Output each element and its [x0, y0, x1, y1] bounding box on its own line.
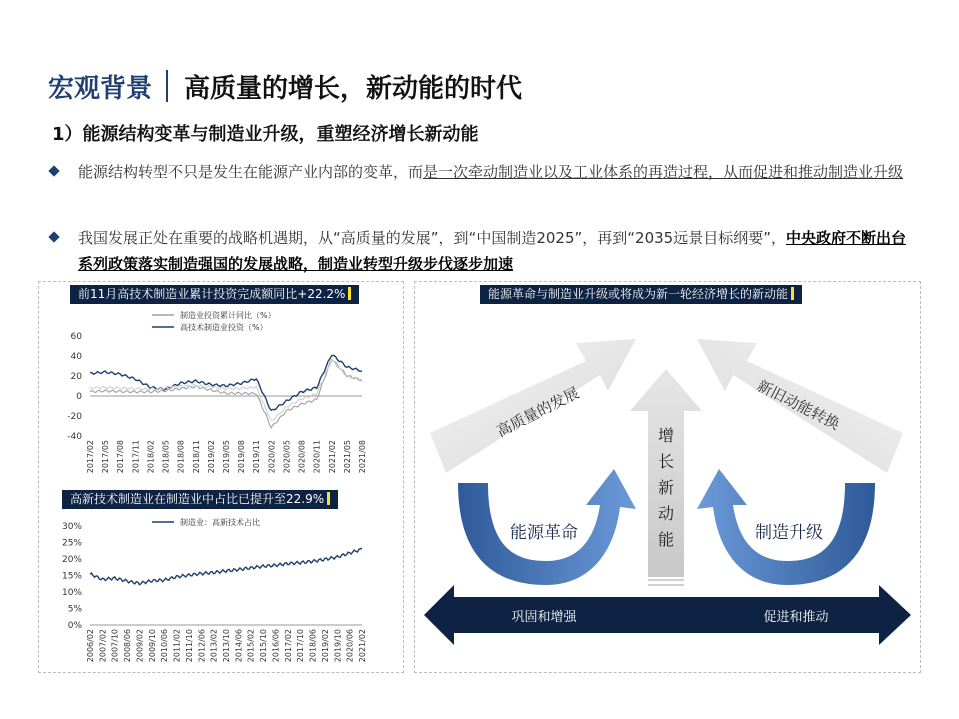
- right-u-label: 制造升级: [755, 523, 823, 543]
- bullet-point: [50, 225, 920, 277]
- x-tick-label: 2011/02: [172, 629, 182, 663]
- bottom-double-arrow: [424, 585, 911, 645]
- y-tick-label: 20: [70, 372, 82, 382]
- x-tick-label: 2010/06: [160, 629, 170, 663]
- y-tick-label: 10%: [61, 588, 82, 598]
- y-tick-label: 25%: [61, 538, 82, 549]
- x-tick-label: 2009/02: [135, 629, 145, 663]
- series-line: [90, 360, 362, 420]
- right-arrow-label: 新旧动能转换: [754, 376, 843, 434]
- x-tick-label: 2019/11: [252, 440, 262, 474]
- x-tick-label: 2016/06: [271, 629, 281, 663]
- x-tick-label: 2019/08: [237, 440, 247, 474]
- bullet-underlined-text: 是一次牵动制造业以及工业体系的再造过程，从而促进和推动制造业升级: [423, 163, 904, 181]
- x-tick-label: 2019/05: [222, 440, 231, 474]
- x-tick-label: 2018/05: [161, 440, 171, 474]
- x-tick-label: 2017/05: [101, 440, 111, 474]
- center-label-char: 能: [657, 530, 675, 549]
- x-tick-label: 2020/02: [267, 440, 277, 474]
- x-tick-label: 2020/11: [312, 440, 322, 474]
- chart1-banner-text: 前11月高技术制造业累计投资完成额同比+22.2%: [78, 287, 346, 301]
- section-label: 宏观背景: [48, 73, 153, 104]
- legend-label: 高技术制造业投资（%）: [180, 323, 268, 332]
- highlight-mark-icon: [791, 287, 794, 300]
- x-tick-label: 2018/02: [146, 440, 156, 474]
- legend-label: 制造业：高新技术占比: [180, 518, 260, 527]
- y-tick-label: 30%: [61, 522, 82, 532]
- stripe: [648, 584, 684, 586]
- chart2-banner: [62, 490, 338, 509]
- page-header: [48, 66, 522, 106]
- y-tick-label: 20%: [61, 555, 82, 565]
- stripe: [648, 579, 684, 581]
- center-label: [658, 426, 674, 549]
- page-title: 高质量的增长，新动能的时代: [184, 73, 523, 104]
- x-tick-label: 2019/10: [333, 629, 343, 663]
- center-label-char: 新: [657, 478, 675, 497]
- bullet-point: [50, 159, 920, 185]
- left-arrow-label: 高质量的发展: [493, 383, 583, 441]
- x-tick-label: 2011/10: [184, 629, 194, 663]
- x-tick-label: 2013/10: [222, 629, 231, 663]
- y-tick-label: 5%: [67, 604, 82, 615]
- center-label-char: 增: [657, 426, 675, 445]
- legend-label: 制造业投资累计同比（%）: [180, 311, 276, 320]
- section-subtitle: 1）能源结构变革与制造业升级，重塑经济增长新动能: [52, 124, 479, 145]
- x-tick-label: 2018/11: [191, 440, 201, 474]
- x-tick-label: 2012/06: [197, 629, 207, 663]
- series-line: [90, 360, 362, 428]
- header-divider: [166, 70, 168, 102]
- left-u-label: 能源革命: [510, 523, 578, 543]
- x-tick-label: 2021/05: [342, 440, 352, 474]
- bottom-left-label: 巩固和增强: [511, 610, 577, 625]
- x-tick-label: 2017/10: [296, 629, 306, 663]
- x-tick-label: 2015/02: [246, 629, 256, 663]
- x-tick-label: 2015/10: [259, 629, 269, 663]
- y-tick-label: -20: [67, 412, 82, 422]
- x-tick-label: 2014/06: [234, 629, 244, 663]
- growth-diagram: [414, 305, 919, 670]
- y-tick-label: 0: [76, 392, 82, 402]
- x-tick-label: 2019/02: [320, 629, 330, 663]
- x-tick-label: 2020/08: [297, 440, 307, 474]
- diamond-bullet-icon: [48, 165, 59, 176]
- y-tick-label: 60: [70, 332, 82, 342]
- highlight-mark-icon: [348, 287, 351, 300]
- diagram-banner-text: 能源革命与制造业升级或将成为新一轮经济增长的新动能: [488, 287, 789, 301]
- y-tick-label: 40: [70, 352, 82, 362]
- x-tick-label: 2020/05: [282, 440, 292, 474]
- x-tick-label: 2019/02: [206, 440, 216, 474]
- x-tick-label: 2017/02: [283, 629, 293, 663]
- x-tick-label: 2008/06: [123, 629, 133, 663]
- chart2-banner-text: 高新技术制造业在制造业中占比已提升至22.9%: [70, 492, 325, 506]
- x-tick-label: 2007/10: [110, 629, 120, 663]
- series-line: [90, 548, 362, 584]
- chart1-banner: [70, 285, 359, 304]
- x-tick-label: 2017/11: [131, 440, 141, 474]
- x-tick-label: 2017/08: [116, 440, 126, 474]
- x-tick-label: 2020/06: [345, 629, 355, 663]
- chart2: [40, 510, 400, 670]
- x-tick-label: 2018/08: [176, 440, 186, 474]
- x-tick-label: 2017/02: [86, 440, 95, 474]
- x-tick-label: 2007/02: [98, 629, 108, 663]
- chart1: [40, 305, 400, 485]
- x-tick-label: 2021/08: [358, 440, 367, 474]
- x-tick-label: 2021/02: [327, 440, 337, 474]
- y-tick-label: 0%: [67, 621, 82, 631]
- center-label-char: 动: [657, 504, 675, 523]
- x-tick-label: 2018/06: [308, 629, 318, 663]
- highlight-mark-icon: [327, 492, 330, 505]
- x-tick-label: 2013/02: [209, 629, 219, 663]
- bullet-bold-text: 中央政府不断出台系列政策落实制造强国的发展战略，制造业转型升级步伐逐步加速: [78, 229, 906, 273]
- x-tick-label: 2009/10: [147, 629, 157, 663]
- center-label-char: 长: [657, 452, 675, 471]
- x-tick-label: 2021/02: [358, 629, 367, 663]
- x-tick-label: 2006/02: [86, 629, 95, 663]
- bullet-text: 能源结构转型不只是发生在能源产业内部的变革，而: [78, 163, 424, 181]
- bullet-text: 我国发展正处在重要的战略机遇期，从“高质量的发展”，到“中国制造2025”，再到“2035远景目标纲要”，: [78, 229, 786, 247]
- y-tick-label: -40: [67, 432, 82, 442]
- diagram-banner: [480, 285, 802, 304]
- diamond-bullet-icon: [48, 231, 59, 242]
- bottom-right-label: 促进和推动: [763, 610, 829, 625]
- y-tick-label: 15%: [61, 571, 82, 582]
